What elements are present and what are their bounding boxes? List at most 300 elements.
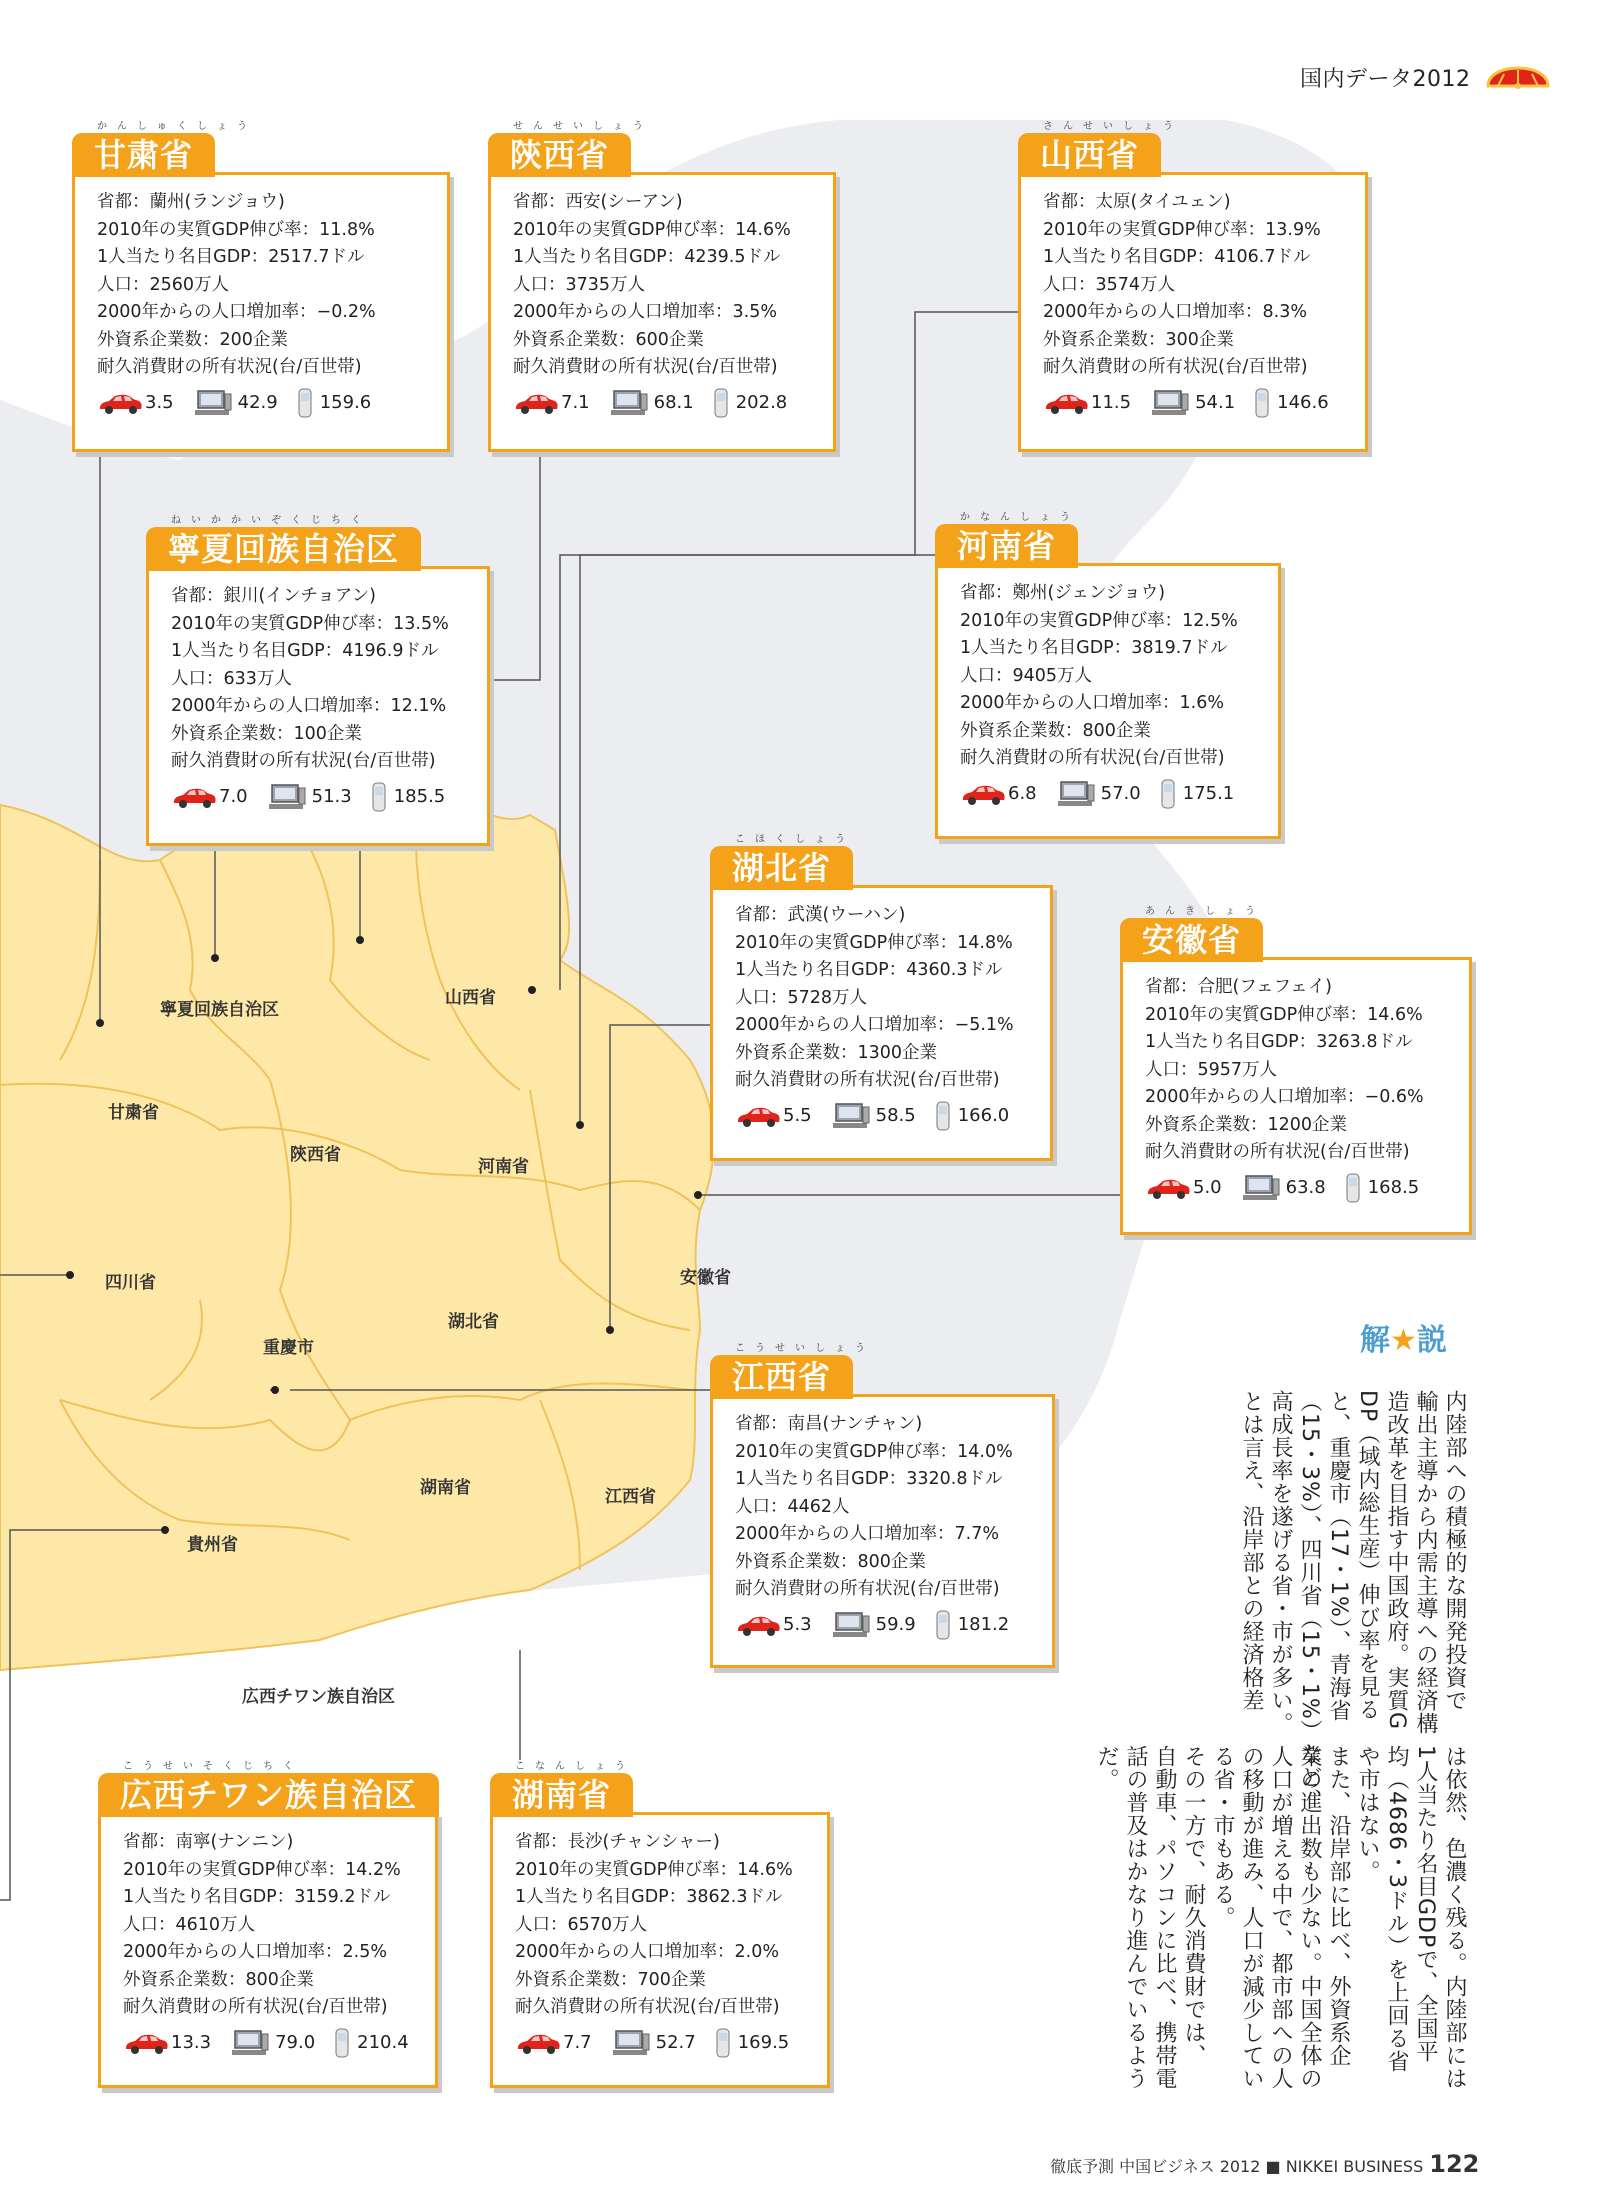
row-capital — [960, 580, 1264, 608]
row-population — [1043, 272, 1351, 300]
label-population-growth: 2000年からの人口増加率： — [513, 302, 733, 322]
value-population-growth: 8.3% — [1262, 302, 1308, 322]
value-gdp-per-capita: 4106.7ドル — [1214, 247, 1311, 267]
label-capital: 省都： — [1043, 192, 1096, 212]
value-car: 5.5 — [783, 1105, 812, 1126]
value-population-growth: −0.6% — [1364, 1087, 1424, 1107]
label-foreign-firms: 外資系企業数： — [735, 1551, 858, 1572]
card-title-ruby: せんせいしょう — [513, 121, 653, 132]
value-gdp-per-capita: 3263.8ドル — [1316, 1032, 1413, 1052]
computer-ownership — [610, 390, 694, 416]
durables-icons — [735, 1101, 1036, 1131]
commentary-column: とは言え、沿岸部との経済格差 — [1239, 1390, 1264, 1712]
star-icon: ★ — [1390, 1323, 1417, 1358]
row-gdp-growth — [960, 608, 1264, 636]
card-shaanxi — [488, 121, 836, 452]
value-population-growth: −5.1% — [954, 1015, 1014, 1035]
value-car: 7.7 — [563, 2032, 592, 2053]
label-foreign-firms: 外資系企業数： — [513, 329, 636, 350]
label-capital: 省都： — [513, 192, 566, 212]
row-durables — [1043, 354, 1351, 382]
value-gdp-growth: 14.6% — [737, 1859, 793, 1880]
mobile-phone-icon — [1255, 388, 1269, 418]
row-durables — [515, 1994, 813, 2022]
row-foreign-firms — [97, 327, 433, 355]
card-jiangxi — [710, 1343, 1055, 1668]
phone-ownership — [936, 1101, 1010, 1131]
computer-icon — [610, 390, 648, 416]
computer-ownership — [231, 2030, 315, 2056]
value-car: 5.0 — [1193, 1177, 1222, 1198]
row-population — [735, 985, 1036, 1013]
card-title: 甘粛省 — [72, 133, 215, 177]
value-phone: 175.1 — [1182, 783, 1235, 804]
phone-ownership — [1255, 388, 1329, 418]
value-population: 9405万人 — [1012, 665, 1093, 686]
card-title: 広西チワン族自治区 — [98, 1773, 439, 1817]
label-durables: 耐久消費財の所有状況(台/百世帯) — [735, 1070, 1000, 1090]
label-capital: 省都： — [960, 583, 1013, 603]
row-foreign-firms — [171, 721, 473, 749]
row-population-growth — [735, 1521, 1038, 1549]
computer-icon — [612, 2030, 650, 2056]
card-shanxi — [1018, 121, 1368, 452]
card-title: 湖南省 — [490, 1773, 633, 1817]
row-capital — [1043, 189, 1351, 217]
card-title: 河南省 — [935, 524, 1078, 568]
commentary-column: や市はない。 — [1355, 1745, 1380, 1883]
row-gdp-per-capita — [1043, 244, 1351, 272]
value-gdp-per-capita: 3819.7ドル — [1131, 638, 1228, 658]
value-car: 3.5 — [145, 392, 174, 413]
map-label-henan: 河南省 — [478, 1157, 529, 1177]
label-gdp-per-capita: 1人当たり名目GDP： — [960, 638, 1132, 658]
label-durables: 耐久消費財の所有状況(台/百世帯) — [1145, 1142, 1410, 1162]
row-capital — [97, 189, 433, 217]
card-guangxi — [98, 1761, 438, 2088]
label-population-growth: 2000年からの人口増加率： — [1145, 1087, 1365, 1107]
value-phone: 159.6 — [319, 392, 372, 413]
computer-icon — [194, 390, 232, 416]
map-label-ningxia: 寧夏回族自治区 — [160, 1000, 279, 1020]
value-car: 6.8 — [1008, 783, 1037, 804]
row-durables — [960, 745, 1264, 773]
label-durables: 耐久消費財の所有状況(台/百世帯) — [735, 1579, 1000, 1599]
value-foreign-firms: 200企業 — [219, 329, 288, 350]
row-capital — [123, 1829, 421, 1857]
label-durables: 耐久消費財の所有状況(台/百世帯) — [123, 1997, 388, 2017]
card-title-ruby: こうせいそくじちく — [123, 1761, 303, 1772]
row-foreign-firms — [1043, 327, 1351, 355]
value-foreign-firms: 700企業 — [637, 1969, 706, 1990]
phone-ownership — [372, 782, 446, 812]
mobile-phone-icon — [335, 2028, 349, 2058]
label-gdp-per-capita: 1人当たり名目GDP： — [123, 1887, 295, 1907]
car-ownership — [735, 1104, 812, 1128]
commentary-column: だ。 — [1094, 1745, 1119, 1791]
label-gdp-per-capita: 1人当たり名目GDP： — [97, 247, 269, 267]
row-population — [513, 272, 819, 300]
value-foreign-firms: 300企業 — [1165, 329, 1234, 350]
value-foreign-firms: 800企業 — [1082, 720, 1151, 741]
row-population — [123, 1912, 421, 1940]
value-computer: 42.9 — [237, 392, 278, 413]
map-label-sichuan: 四川省 — [105, 1273, 156, 1293]
row-capital — [735, 1411, 1038, 1439]
commentary-column: （15・3%）、四川省（15・1%）など、 — [1297, 1390, 1322, 1812]
label-foreign-firms: 外資系企業数： — [1145, 1114, 1268, 1135]
card-title-ruby: こなんしょう — [515, 1761, 635, 1772]
row-durables — [1145, 1139, 1455, 1167]
label-population-growth: 2000年からの人口増加率： — [960, 693, 1180, 713]
card-title-ruby: ねいかかいぞくじちく — [171, 515, 371, 526]
durables-icons — [171, 782, 473, 812]
value-population: 6570万人 — [567, 1914, 648, 1935]
car-icon — [515, 2031, 561, 2055]
label-gdp-growth: 2010年の実質GDP伸び率： — [513, 219, 736, 240]
card-title: 山西省 — [1018, 133, 1161, 177]
value-foreign-firms: 800企業 — [857, 1551, 926, 1572]
row-gdp-growth — [1043, 217, 1351, 245]
label-gdp-growth: 2010年の実質GDP伸び率： — [960, 610, 1183, 631]
car-icon — [97, 391, 143, 415]
value-computer: 79.0 — [275, 2032, 316, 2053]
row-population-growth — [515, 1939, 813, 1967]
label-durables: 耐久消費財の所有状況(台/百世帯) — [960, 748, 1225, 768]
durables-icons — [960, 779, 1264, 809]
commentary-heading-right: 説 — [1416, 1323, 1447, 1358]
row-population — [97, 272, 433, 300]
value-computer: 68.1 — [653, 392, 694, 413]
row-foreign-firms — [123, 1967, 421, 1995]
card-hubei — [710, 834, 1053, 1161]
commentary-column: 業の進出数も少ない。中国全体の — [1297, 1745, 1322, 2090]
value-computer: 57.0 — [1100, 783, 1141, 804]
value-phone: 185.5 — [393, 786, 446, 807]
label-durables: 耐久消費財の所有状況(台/百世帯) — [171, 751, 436, 771]
car-ownership — [97, 391, 174, 415]
label-gdp-per-capita: 1人当たり名目GDP： — [735, 1469, 907, 1489]
row-population-growth — [1145, 1084, 1455, 1112]
card-ningxia — [146, 515, 490, 846]
label-durables: 耐久消費財の所有状況(台/百世帯) — [1043, 357, 1308, 377]
row-population — [1145, 1057, 1455, 1085]
row-durables — [513, 354, 819, 382]
row-capital — [1145, 974, 1455, 1002]
computer-icon — [832, 1103, 870, 1129]
value-gdp-growth: 11.8% — [319, 219, 375, 240]
phone-ownership — [298, 388, 372, 418]
car-ownership — [735, 1613, 812, 1637]
value-computer: 59.9 — [875, 1614, 916, 1635]
value-foreign-firms: 1300企業 — [857, 1042, 938, 1063]
map-label-gansu: 甘粛省 — [108, 1103, 159, 1123]
mobile-phone-icon — [716, 2028, 730, 2058]
label-capital: 省都： — [735, 905, 788, 925]
row-population-growth — [735, 1012, 1036, 1040]
label-population-growth: 2000年からの人口増加率： — [171, 696, 391, 716]
label-population: 人口： — [1043, 274, 1096, 295]
value-population-growth: 2.0% — [734, 1942, 780, 1962]
commentary-column: 人口が増える中で、都市部への人 — [1268, 1745, 1293, 2090]
car-icon — [1043, 391, 1089, 415]
card-title: 安徽省 — [1120, 918, 1263, 962]
commentary-heading-left: 解 — [1360, 1323, 1390, 1358]
value-population: 3735万人 — [565, 274, 646, 295]
row-capital — [735, 902, 1036, 930]
value-computer: 54.1 — [1195, 392, 1236, 413]
value-computer: 51.3 — [311, 786, 352, 807]
car-ownership — [960, 782, 1037, 806]
car-ownership — [171, 785, 248, 809]
row-gdp-per-capita — [515, 1884, 813, 1912]
durables-icons — [1145, 1173, 1455, 1203]
row-durables — [171, 748, 473, 776]
value-car: 11.5 — [1091, 392, 1132, 413]
label-population: 人口： — [97, 274, 150, 295]
map-label-guizhou: 貴州省 — [187, 1535, 238, 1555]
commentary-column: 自動車、パソコンに比べ、携帯電 — [1152, 1745, 1177, 2090]
card-hunan — [490, 1761, 830, 2088]
row-capital — [515, 1829, 813, 1857]
card-title: 陝西省 — [488, 133, 631, 177]
value-capital: 南寧(ナンニン) — [175, 1832, 294, 1852]
commentary-column: 造改革を目指す中国政府。実質G — [1384, 1390, 1409, 1731]
value-phone: 166.0 — [957, 1105, 1010, 1126]
value-foreign-firms: 100企業 — [293, 723, 362, 744]
durables-icons — [1043, 388, 1351, 418]
value-foreign-firms: 800企業 — [245, 1969, 314, 1990]
label-gdp-growth: 2010年の実質GDP伸び率： — [97, 219, 320, 240]
label-gdp-per-capita: 1人当たり名目GDP： — [735, 960, 907, 980]
row-foreign-firms — [513, 327, 819, 355]
row-population — [171, 666, 473, 694]
value-population: 2560万人 — [149, 274, 230, 295]
row-gdp-growth — [513, 217, 819, 245]
car-icon — [960, 782, 1006, 806]
value-phone: 168.5 — [1367, 1177, 1420, 1198]
label-population: 人口： — [1145, 1059, 1198, 1080]
phone-ownership — [714, 388, 788, 418]
value-foreign-firms: 600企業 — [635, 329, 704, 350]
card-title-ruby: さんせいしょう — [1043, 121, 1183, 132]
label-capital: 省都： — [515, 1832, 568, 1852]
value-population: 3574万人 — [1095, 274, 1176, 295]
row-foreign-firms — [1145, 1112, 1455, 1140]
label-foreign-firms: 外資系企業数： — [97, 329, 220, 350]
label-gdp-growth: 2010年の実質GDP伸び率： — [515, 1859, 738, 1880]
value-gdp-per-capita: 4360.3ドル — [906, 960, 1003, 980]
commentary-column: その一方で、耐久消費財では、 — [1181, 1745, 1206, 2067]
value-car: 7.0 — [219, 786, 248, 807]
durables-icons — [97, 388, 433, 418]
commentary-column: る省・市もある。 — [1210, 1745, 1235, 1929]
computer-icon — [1057, 781, 1095, 807]
computer-ownership — [832, 1612, 916, 1638]
computer-icon — [1242, 1175, 1280, 1201]
mobile-phone-icon — [936, 1101, 950, 1131]
commentary-column: 内陸部への積極的な開発投資で — [1442, 1390, 1467, 1712]
value-capital: 合肥(フェフェイ) — [1197, 977, 1332, 997]
label-population-growth: 2000年からの人口増加率： — [515, 1942, 735, 1962]
commentary-column: DP（域内総生産）伸び率を見る — [1355, 1390, 1380, 1722]
label-durables: 耐久消費財の所有状況(台/百世帯) — [515, 1997, 780, 2017]
value-foreign-firms: 1200企業 — [1267, 1114, 1348, 1135]
car-ownership — [123, 2031, 211, 2055]
card-anhui — [1120, 906, 1472, 1235]
value-capital: 長沙(チャンシャー) — [567, 1832, 720, 1852]
value-gdp-per-capita: 4196.9ドル — [342, 641, 439, 661]
value-gdp-per-capita: 3320.8ドル — [906, 1469, 1003, 1489]
value-gdp-per-capita: 3159.2ドル — [294, 1887, 391, 1907]
value-capital: 武漢(ウーハン) — [787, 905, 906, 925]
label-population-growth: 2000年からの人口増加率： — [97, 302, 317, 322]
label-capital: 省都： — [123, 1832, 176, 1852]
computer-ownership — [1242, 1175, 1326, 1201]
car-ownership — [1145, 1176, 1222, 1200]
computer-ownership — [268, 784, 352, 810]
value-gdp-growth: 13.9% — [1265, 219, 1321, 240]
label-population: 人口： — [171, 668, 224, 689]
value-computer: 52.7 — [655, 2032, 696, 2053]
map-label-hubei: 湖北省 — [448, 1312, 499, 1332]
row-capital — [171, 583, 473, 611]
phone-ownership — [1161, 779, 1235, 809]
row-durables — [97, 354, 433, 382]
commentary-column: の移動が進み、人口が減少してい — [1239, 1745, 1264, 2090]
row-gdp-growth — [97, 217, 433, 245]
label-foreign-firms: 外資系企業数： — [123, 1969, 246, 1990]
value-capital: 南昌(ナンチャン) — [787, 1414, 923, 1434]
row-foreign-firms — [735, 1549, 1038, 1577]
row-gdp-per-capita — [171, 638, 473, 666]
commentary-column: 輸出主導から内需主導への経済構 — [1413, 1390, 1438, 1735]
value-population-growth: 2.5% — [342, 1942, 388, 1962]
label-gdp-per-capita: 1人当たり名目GDP： — [171, 641, 343, 661]
footer-text: 徹底予測 中国ビジネス 2012 ■ NIKKEI BUSINESS — [1050, 2157, 1424, 2176]
label-gdp-per-capita: 1人当たり名目GDP： — [513, 247, 685, 267]
card-title-ruby: かんしゅくしょう — [97, 121, 257, 132]
computer-icon — [832, 1612, 870, 1638]
row-gdp-growth — [735, 930, 1036, 958]
row-foreign-firms — [735, 1040, 1036, 1068]
computer-ownership — [832, 1103, 916, 1129]
label-population-growth: 2000年からの人口増加率： — [735, 1524, 955, 1544]
label-capital: 省都： — [735, 1414, 788, 1434]
map-label-hunan: 湖南省 — [420, 1478, 471, 1498]
row-population — [960, 663, 1264, 691]
value-gdp-per-capita: 3862.3ドル — [686, 1887, 783, 1907]
label-gdp-growth: 2010年の実質GDP伸び率： — [1043, 219, 1266, 240]
phone-ownership — [1346, 1173, 1420, 1203]
value-population: 5728万人 — [787, 987, 868, 1008]
value-gdp-growth: 14.6% — [1367, 1004, 1423, 1025]
label-population: 人口： — [515, 1914, 568, 1935]
commentary-column: 高成長率を遂げる省・市が多い。 — [1268, 1390, 1293, 1735]
durables-icons — [735, 1610, 1038, 1640]
car-icon — [735, 1104, 781, 1128]
row-durables — [735, 1067, 1036, 1095]
value-population: 5957万人 — [1197, 1059, 1278, 1080]
mobile-phone-icon — [936, 1610, 950, 1640]
row-population-growth — [123, 1939, 421, 1967]
label-population: 人口： — [513, 274, 566, 295]
label-gdp-growth: 2010年の実質GDP伸び率： — [123, 1859, 346, 1880]
mobile-phone-icon — [1346, 1173, 1360, 1203]
row-population-growth — [1043, 299, 1351, 327]
card-henan — [935, 512, 1281, 839]
computer-ownership — [612, 2030, 696, 2056]
row-foreign-firms — [960, 718, 1264, 746]
label-population-growth: 2000年からの人口増加率： — [735, 1015, 955, 1035]
value-population-growth: 7.7% — [954, 1524, 1000, 1544]
label-durables: 耐久消費財の所有状況(台/百世帯) — [97, 357, 362, 377]
value-phone: 169.5 — [737, 2032, 790, 2053]
map-label-jiangxi: 江西省 — [605, 1487, 656, 1507]
row-population-growth — [960, 690, 1264, 718]
value-capital: 西安(シーアン) — [565, 192, 683, 212]
value-capital: 蘭州(ランジョウ) — [149, 192, 285, 212]
mobile-phone-icon — [1161, 779, 1175, 809]
row-gdp-growth — [123, 1857, 421, 1885]
label-durables: 耐久消費財の所有状況(台/百世帯) — [513, 357, 778, 377]
row-gdp-per-capita — [1145, 1029, 1455, 1057]
computer-icon — [1151, 390, 1189, 416]
row-population-growth — [171, 693, 473, 721]
value-phone: 210.4 — [357, 2032, 409, 2053]
label-gdp-growth: 2010年の実質GDP伸び率： — [735, 1441, 958, 1462]
value-population: 633万人 — [223, 668, 292, 689]
computer-icon — [231, 2030, 269, 2056]
value-gdp-growth: 14.2% — [345, 1859, 401, 1880]
value-capital: 鄭州(ジェンジョウ) — [1012, 583, 1166, 603]
car-ownership — [1043, 391, 1131, 415]
row-gdp-per-capita — [97, 244, 433, 272]
computer-ownership — [194, 390, 278, 416]
value-gdp-per-capita: 4239.5ドル — [684, 247, 781, 267]
commentary-column: 均（4686・3ドル）を上回る省 — [1384, 1745, 1409, 2073]
car-ownership — [515, 2031, 592, 2055]
map-label-anhui: 安徽省 — [680, 1268, 731, 1288]
card-title: 江西省 — [710, 1355, 853, 1399]
row-gdp-per-capita — [960, 635, 1264, 663]
label-gdp-per-capita: 1人当たり名目GDP： — [1145, 1032, 1317, 1052]
row-gdp-growth — [171, 611, 473, 639]
row-population — [515, 1912, 813, 1940]
footer — [1050, 2150, 1479, 2178]
value-gdp-growth: 14.8% — [957, 932, 1013, 953]
label-capital: 省都： — [171, 586, 224, 606]
label-population: 人口： — [960, 665, 1013, 686]
commentary-column: また、沿岸部に比べ、外資系企 — [1326, 1745, 1351, 2067]
phone-ownership — [335, 2028, 409, 2058]
row-foreign-firms — [515, 1967, 813, 1995]
value-capital: 銀川(インチョアン) — [223, 586, 376, 606]
value-phone: 181.2 — [957, 1614, 1010, 1635]
card-title-ruby: かなんしょう — [960, 512, 1080, 523]
car-ownership — [513, 391, 590, 415]
label-foreign-firms: 外資系企業数： — [171, 723, 294, 744]
value-population-growth: 1.6% — [1179, 693, 1225, 713]
value-computer: 63.8 — [1285, 1177, 1326, 1198]
row-capital — [513, 189, 819, 217]
value-phone: 202.8 — [735, 392, 788, 413]
label-population-growth: 2000年からの人口増加率： — [123, 1942, 343, 1962]
card-gansu — [72, 121, 450, 452]
car-icon — [513, 391, 559, 415]
row-durables — [123, 1994, 421, 2022]
label-gdp-growth: 2010年の実質GDP伸び率： — [1145, 1004, 1368, 1025]
